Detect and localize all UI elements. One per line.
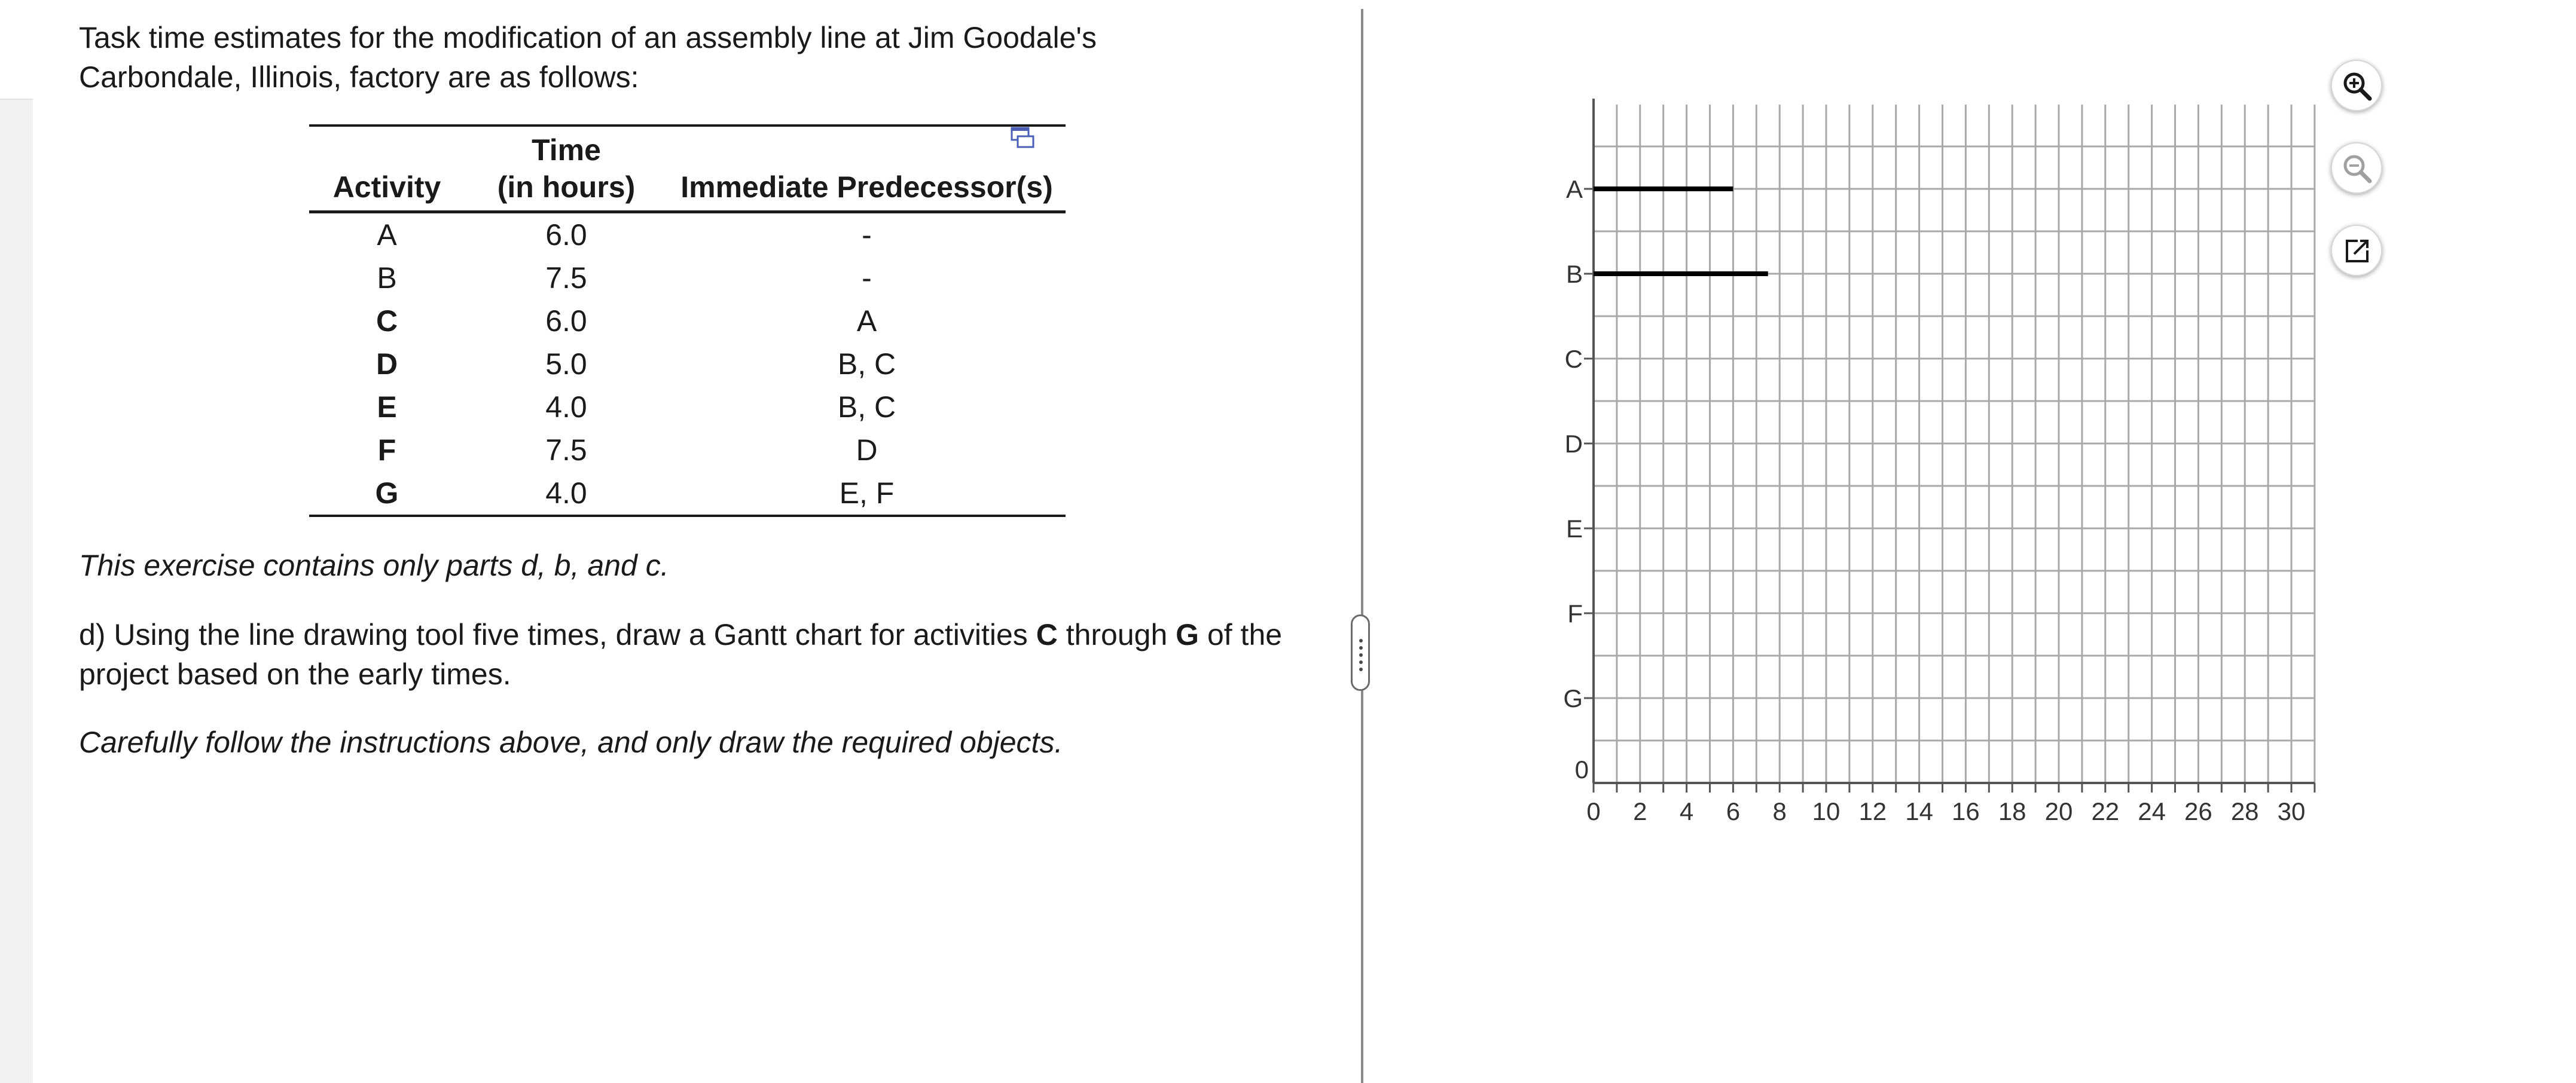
table-row (309, 342, 1066, 386)
exercise-note: This exercise contains only parts d, b, and c. (79, 549, 669, 582)
cell-predecessor: - (862, 218, 872, 252)
x-tick-label: 28 (2230, 797, 2259, 825)
header-time (465, 126, 668, 212)
external-link-icon (2340, 234, 2374, 268)
table-header-row (309, 126, 1066, 212)
problem-intro: Task time estimates for the modification of an assembly line at Jim Goodale's Carbondale, Illinois, factory are as follows: (79, 21, 1097, 94)
cell-time: 6.0 (545, 218, 587, 252)
question-pane (79, 18, 1323, 762)
cell-activity: E (377, 390, 397, 424)
header-time-line2: (in hours) (497, 170, 636, 204)
cell-predecessor: A (856, 304, 877, 338)
cell-predecessor: - (862, 261, 872, 295)
x-tick-label: 2 (1633, 797, 1647, 825)
x-tick-label: 20 (2044, 797, 2073, 825)
x-tick-label: 0 (1586, 797, 1601, 825)
table-row (309, 429, 1066, 472)
x-tick-label: 22 (2091, 797, 2120, 825)
cell-time: 7.5 (545, 433, 587, 467)
header-time-line1: Time (532, 133, 601, 167)
grip-dots-icon (1359, 639, 1363, 675)
cell-time: 4.0 (545, 390, 587, 424)
cell-predecessor: B, C (837, 347, 896, 381)
x-tick-label: 4 (1679, 797, 1694, 825)
cell-time: 6.0 (545, 304, 587, 338)
cell-predecessor: B, C (837, 390, 896, 424)
zoom-out-icon (2340, 151, 2374, 186)
y-category-label: D (1564, 430, 1583, 458)
task-table-container (309, 124, 1066, 517)
table-row (309, 212, 1066, 257)
y-category-label: A (1565, 175, 1583, 203)
instruction-text (79, 615, 1323, 694)
left-gutter (0, 0, 33, 1083)
cell-time: 7.5 (545, 261, 587, 295)
instruction-activity-g: G (1176, 618, 1200, 651)
caution-text: Carefully follow the instructions above, and only draw the required objects. (79, 726, 1063, 759)
table-row (309, 472, 1066, 516)
cell-activity: D (376, 347, 398, 381)
pane-divider (1361, 9, 1363, 1083)
popout-button[interactable] (2331, 225, 2382, 276)
y-category-label: B (1565, 260, 1583, 288)
x-tick-label: 6 (1726, 797, 1741, 825)
task-table (309, 124, 1066, 517)
copy-table-icon[interactable] (1009, 124, 1036, 151)
header-predecessors: Immediate Predecessor(s) (680, 170, 1053, 204)
zoom-in-icon (2340, 69, 2374, 103)
table-row (309, 299, 1066, 342)
cell-predecessor: E, F (839, 476, 895, 510)
x-tick-label: 30 (2277, 797, 2306, 825)
x-tick-label: 12 (1858, 797, 1887, 825)
pane-resize-handle[interactable] (1351, 614, 1370, 691)
cell-activity: B (377, 261, 397, 295)
table-row (309, 386, 1066, 429)
cell-time: 5.0 (545, 347, 587, 381)
cell-activity: F (377, 433, 396, 467)
y-category-label: G (1563, 684, 1583, 712)
x-tick-label: 10 (1812, 797, 1841, 825)
y-zero-label: 0 (1574, 755, 1589, 784)
cell-activity: C (376, 304, 398, 338)
instruction-part-b: of the project based on the early times. (79, 618, 1283, 691)
instruction-activity-c: C (1036, 618, 1058, 651)
x-tick-label: 18 (1998, 797, 2026, 825)
y-category-label: C (1564, 345, 1583, 373)
header-activity: Activity (332, 170, 441, 204)
cell-activity: A (377, 218, 397, 252)
zoom-in-button[interactable] (2331, 60, 2382, 111)
cell-activity: G (375, 476, 399, 510)
x-tick-label: 26 (2184, 797, 2212, 825)
y-category-label: F (1567, 599, 1583, 628)
cell-predecessor: D (856, 433, 878, 467)
instruction-through: through (1057, 618, 1176, 651)
zoom-out-button[interactable] (2331, 142, 2382, 194)
x-tick-label: 24 (2138, 797, 2166, 825)
cell-time: 4.0 (545, 476, 587, 510)
x-tick-label: 8 (1772, 797, 1787, 825)
x-tick-label: 16 (1952, 797, 1980, 825)
table-row (309, 256, 1066, 299)
y-category-label: E (1565, 515, 1583, 543)
instruction-part-a: d) Using the line drawing tool five times, draw a Gantt chart for activities (79, 618, 1036, 651)
left-gutter-top (0, 0, 33, 100)
gantt-graph[interactable] (1531, 84, 2320, 837)
x-tick-label: 14 (1905, 797, 1933, 825)
